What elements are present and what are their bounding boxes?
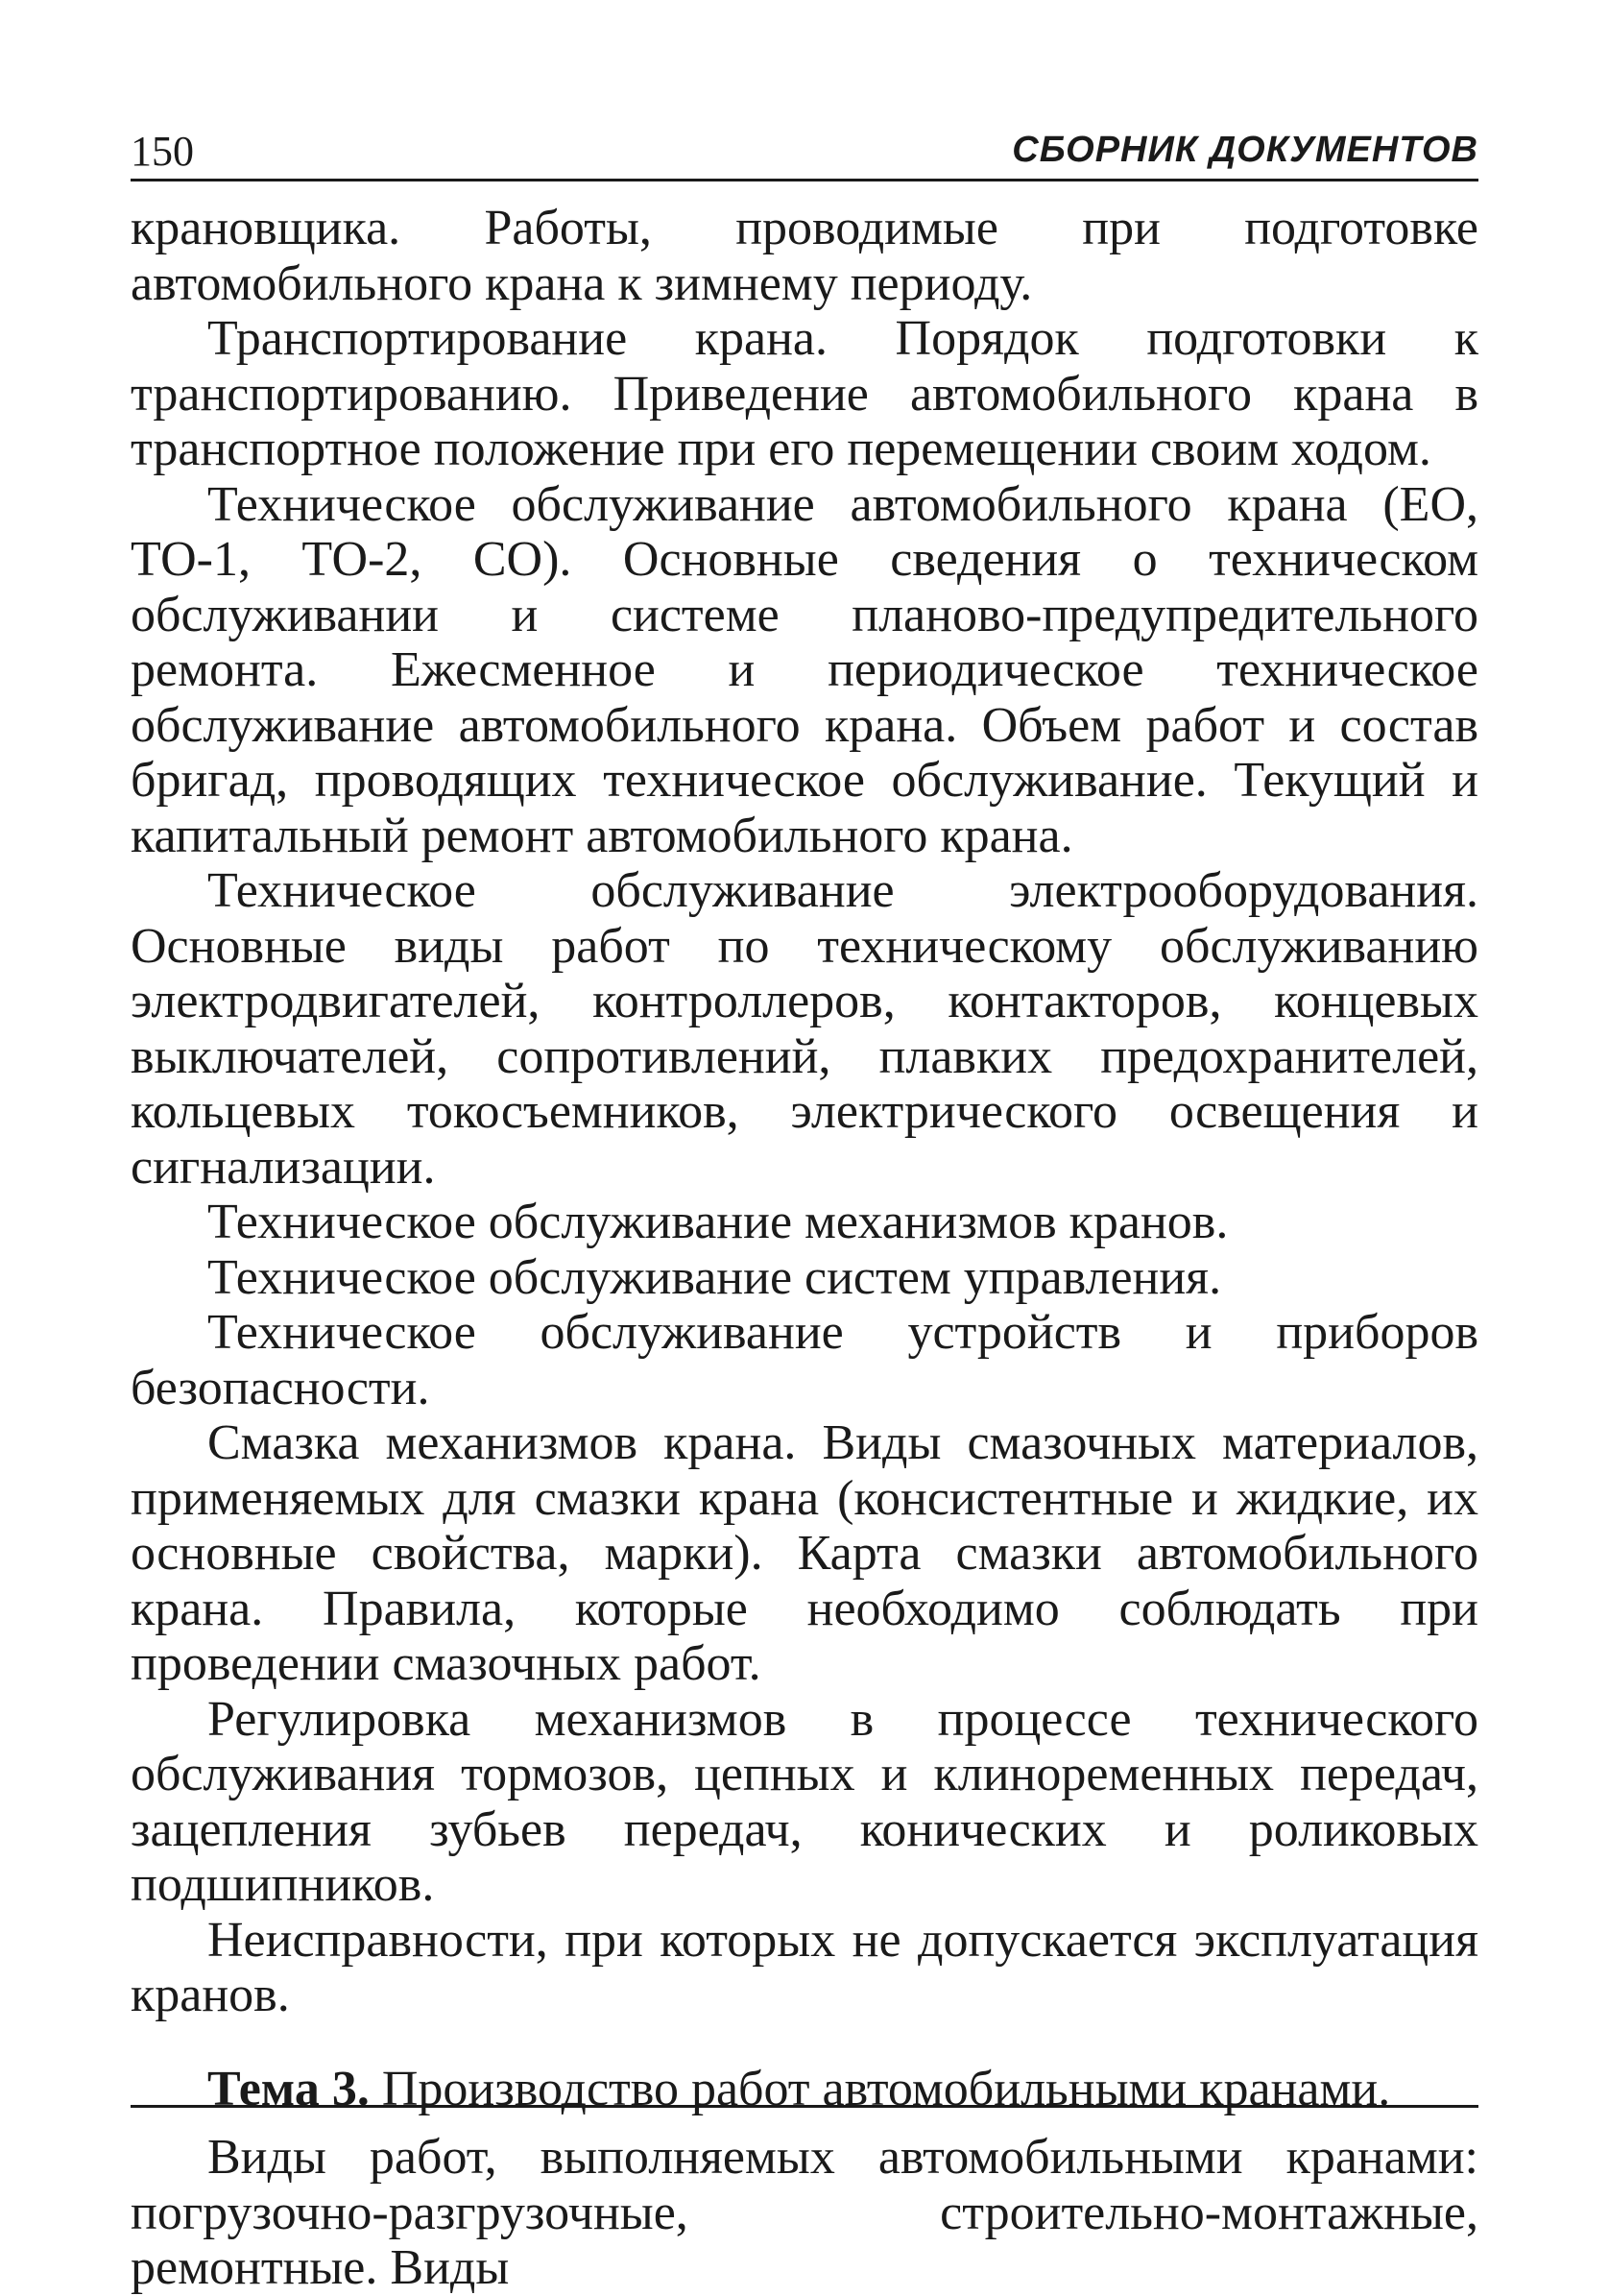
paragraph: крановщика. Работы, проводимые при подготовке автомобильного крана к зимнему периоду. (131, 201, 1478, 311)
running-title: СБОРНИК ДОКУМЕНТОВ (1012, 130, 1478, 170)
page-number: 150 (131, 128, 194, 175)
paragraph: Техническое обслуживание электрооборудования. Основные виды работ по техническому обслуживанию электродвигателей, контроллеров, контакторов, концевых выключателей, сопротивлений, плавких предохранителей, кольцевых токосъемников, электрического освещения и сигнализации. (131, 863, 1478, 1195)
document-page (131, 115, 1478, 2296)
body-text (131, 201, 1478, 2296)
topic-title: Производство работ автомобильными кранами. (381, 2061, 1391, 2116)
paragraph: Неисправности, при которых не допускается эксплуатация кранов. (131, 1912, 1478, 2022)
paragraph: Виды работ, выполняемых автомобильными кранами: погрузочно-разгрузочные, строительно-монтажные, ремонтные. Виды (131, 2130, 1478, 2295)
topic-heading (131, 2062, 1478, 2117)
page-header (131, 115, 1478, 181)
paragraph: Транспортирование крана. Порядок подготовки к транспортированию. Приведение автомобильного крана в транспортное положение при его перемещении своим ходом. (131, 311, 1478, 476)
paragraph: Смазка механизмов крана. Виды смазочных материалов, применяемых для смазки крана (консистентные и жидкие, их основные свойства, марки). Карта смазки автомобильного крана. Правила, которые необходимо соблюдать при проведении смазочных работ. (131, 1415, 1478, 1691)
paragraph: Техническое обслуживание устройств и приборов безопасности. (131, 1305, 1478, 1415)
paragraph: Техническое обслуживание систем управления. (207, 1249, 1222, 1305)
paragraph: Техническое обслуживание автомобильного крана (ЕО, ТО-1, ТО-2, СО). Основные сведения о техническом обслуживании и системе планово-предупредительного ремонта. Ежесменное и периодическое техническое обслуживание автомобильного крана. Объем работ и состав бригад, проводящих техническое обслуживание. Текущий и капитальный ремонт автомобильного крана. (131, 476, 1478, 863)
footer-rule (131, 2105, 1478, 2108)
topic-label: Тема 3. (207, 2061, 370, 2116)
paragraph: Регулировка механизмов в процессе технического обслуживания тормозов, цепных и клиноременных передач, зацепления зубьев передач, конических и роликовых подшипников. (131, 1691, 1478, 1912)
paragraph: Техническое обслуживание механизмов кранов. (207, 1195, 1229, 1249)
